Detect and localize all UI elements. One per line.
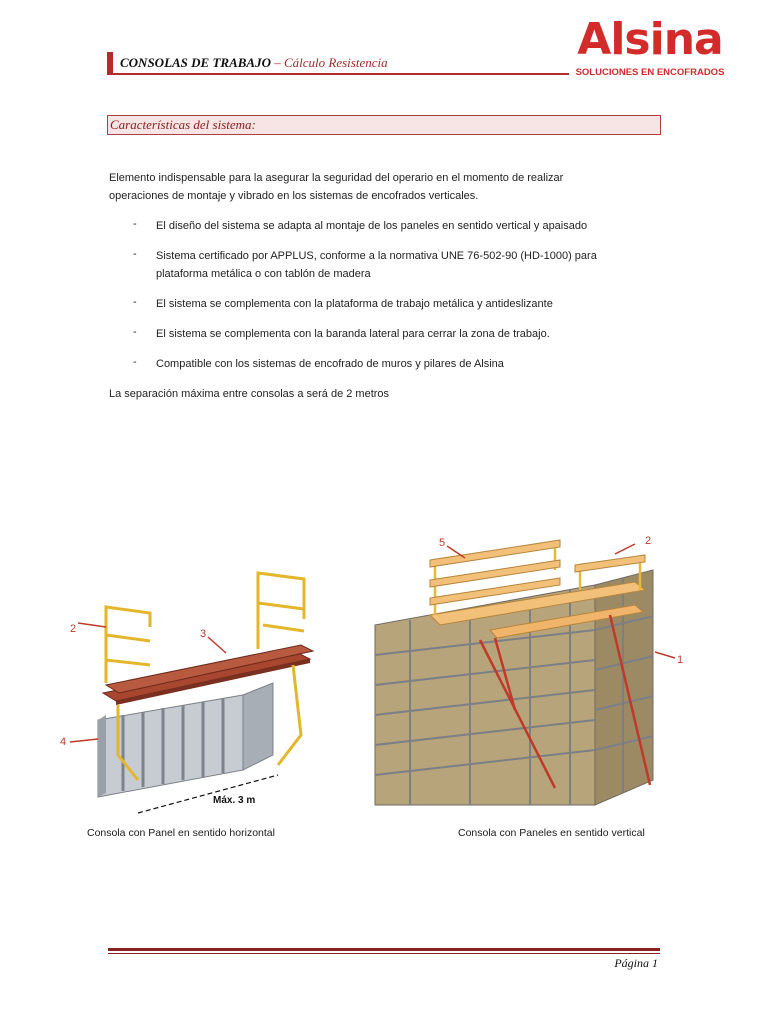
logo-wordmark: Alsina <box>577 14 723 65</box>
callout-label-4: 4 <box>60 736 67 748</box>
footer-rule-thin <box>108 953 660 954</box>
figure-vertical-console <box>365 530 695 820</box>
section-heading: Características del sistema: <box>110 117 256 132</box>
bullet-dash: - <box>133 356 137 368</box>
bullet-text: El diseño del sistema se adapta al montaje de los paneles en sentido vertical y apaisado <box>156 220 588 232</box>
figure-right-caption: Consola con Paneles en sentido vertical <box>458 827 645 839</box>
callout-label-3: 3 <box>200 628 207 640</box>
bullet-dash: - <box>133 326 137 338</box>
figure-left-caption: Consola con Panel en sentido horizontal <box>87 827 275 839</box>
bullet-text: Sistema certificado por APPLUS, conforme a la normativa UNE 76-502-90 (HD-1000) para <box>156 250 597 262</box>
bullet-text: El sistema se complementa con la baranda lateral para cerrar la zona de trabajo. <box>156 328 550 340</box>
title-subtitle: Cálculo Resistencia <box>283 55 388 70</box>
logo-tagline: SOLUCIONES EN ENCOFRADOS <box>575 67 725 78</box>
intro-line-2: operaciones de montaje y vibrado en los sistemas de encofrados verticales. <box>109 190 479 202</box>
footer-rule <box>108 948 660 951</box>
bullet-dash: - <box>133 248 137 260</box>
page-number: Página 1 <box>614 956 658 970</box>
callout-label-1: 1 <box>677 654 684 666</box>
title-separator: – <box>270 55 284 70</box>
document-title <box>120 55 388 71</box>
bullet-dash: - <box>133 296 137 308</box>
figure-horizontal-console <box>58 565 328 825</box>
intro-line-1: Elemento indispensable para la asegurar la seguridad del operario en el momento de realizar <box>109 172 564 184</box>
company-logo <box>571 14 729 80</box>
bullet-text: El sistema se complementa con la plataforma de trabajo metálica y antideslizante <box>156 298 553 310</box>
callout-label-2: 2 <box>645 535 652 547</box>
closing-paragraph: La separación máxima entre consolas a será de 2 metros <box>109 388 390 400</box>
callout-label-2: 2 <box>70 623 77 635</box>
bullet-text: Compatible con los sistemas de encofrado de muros y pilares de Alsina <box>156 358 504 370</box>
callout-label-5: 5 <box>439 537 446 549</box>
bullet-text-continued: plataforma metálica o con tablón de madera <box>156 268 371 280</box>
header-underline <box>107 73 569 75</box>
dimension-label: Máx. 3 m <box>213 795 256 806</box>
bullet-dash: - <box>133 218 137 230</box>
title-main: CONSOLAS DE TRABAJO <box>120 55 271 70</box>
